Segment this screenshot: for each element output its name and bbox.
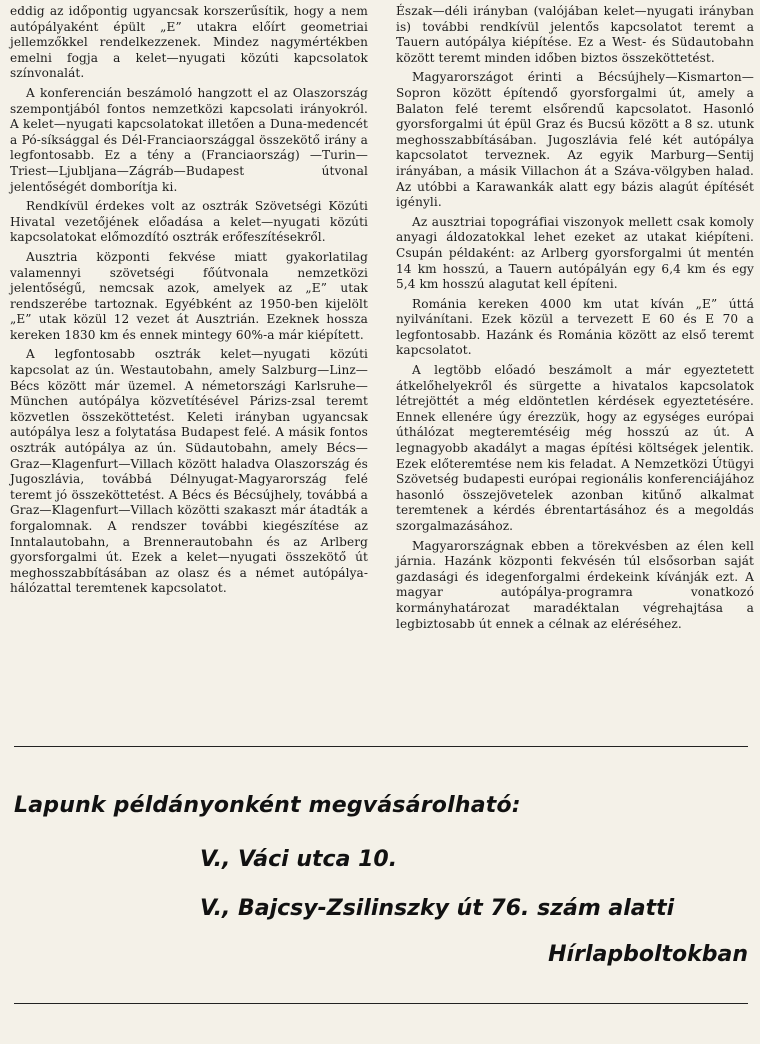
- left-article-column: [10, 4, 368, 601]
- bottom-divider-rule: [14, 1003, 748, 1004]
- article-paragraph: Magyarországnak ebben a törekvésben az élen kell járnia. Hazánk központi fekvésén túl elsősorban saját gazdasági és idegenforgalmi érdekeink kívánják ezt. A magyar autópálya-programra vonatkozó kormányhatározat maradéktalan végrehajtása a legbiztosabb út ennek a célnak az eléréséhez.: [396, 538, 754, 631]
- notice-heading: Lapunk példányonként megvásárolható:: [14, 793, 521, 818]
- notice-address-1: V., Váci utca 10.: [200, 847, 398, 872]
- article-paragraph: Rendkívül érdekes volt az osztrák Szövetségi Közúti Hivatal vezetőjének előadása a kelet—nyugati közúti kapcsolatokat előmozdító osztrák erőfeszítésekről.: [10, 199, 368, 245]
- notice-address-3: Hírlapboltokban: [548, 942, 748, 967]
- article-paragraph: Észak—déli irányban (valójában kelet—nyugati irányban is) további rendkívül jelentős kapcsolatot teremt a Tauern autópálya kiépítése. Ez a West- és Südautobahn között teremt minden időben biztos összeköttetést.: [396, 4, 754, 65]
- top-divider-rule: [14, 746, 748, 747]
- article-paragraph: A legtöbb előadó beszámolt a már egyeztetett átkelőhelyekről és sürgette a hivatalos kapcsolatok létrejöttét a még eldöntetlen kérdések egyeztetésére. Ennek ellenére úgy érezzük, hogy az egységes európai úthálózat megteremtéséig még hosszú az út. A legnagyobb akadályt a magas építési költségek jelentik. Ezek előteremtése nem kis feladat. A Nemzetközi Útügyi Szövetség budapesti európai regionális konferenciájához hasonló összejövetelek azonban kitűnő alkalmat teremtenek a kérdés ébrentartásához és a megoldás szorgalmazásához.: [396, 363, 754, 533]
- article-paragraph: Az ausztriai topográfiai viszonyok mellett csak komoly anyagi áldozatokkal lehet ezeket az utakat kiépíteni. Csupán példaként: az Arlberg gyorsforgalmi út mentén 14 km hosszú, a Tauern autópályán egy 6,4 km és egy 5,4 km hosszú alagutat kell építeni.: [396, 214, 754, 292]
- article-paragraph: Ausztria központi fekvése miatt gyakorlatilag valamennyi szövetségi főútvonala nemzetközi jelentőségű, nemcsak azok, amelyek az „E” utak rendszerébe tartoznak. Egyébként az 1950-ben kijelölt „E” utak közül 12 vezet át Ausztrián. Ezeknek hossza kereken 1830 km és ennek mintegy 60%-a már kiépített.: [10, 249, 368, 342]
- article-paragraph: Magyarországot érinti a Bécsújhely—Kismarton—Sopron között építendő gyorsforgalmi út, amely a Balaton felé teremt elsőrendű kapcsolatot. Hasonló gyorsforgalmi út épül Graz és Bucsú között a 8 sz. utunk meghosszabbításában. Jugoszlávia felé két autópálya kapcsolatot terveznek. Az egyik Marburg—Sentij irányában, a másik Villachon át a Száva-völgyben halad. Az utóbbi a Karawankák alatt egy bázis alagút építését igényli.: [396, 70, 754, 210]
- article-paragraph: A konferencián beszámoló hangzott el az Olaszország szempontjából fontos nemzetközi kapcsolati irányokról. A kelet—nyugati kapcsolatokat illetően a Duna-medencét a Pó-síksággal és Dél-Franciaországgal összekötő irány a legfontosabb. Ez a tény a (Franciaország) —Turin—Triest—Ljubljana—Zágráb—Budapest útvonal jelentőségét domborítja ki.: [10, 85, 368, 194]
- article-paragraph: A legfontosabb osztrák kelet—nyugati közúti kapcsolat az ún. Westautobahn, amely Salzburg—Linz—Bécs között már üzemel. A németországi Karlsruhe—München autópálya közvetítésével Párizs-zsal teremt közvetlen összeköttetést. Keleti irányban ugyancsak autópálya lesz a folytatása Budapest felé. A másik fontos osztrák autópálya az ún. Südautobahn, amely Bécs—Graz—Klagenfurt—Villach között haladva Olaszország és Jugoszlávia, továbbá Délnyugat-Magyarország felé teremt jó összeköttetést. A Bécs és Bécsújhely, továbbá a Graz—Klagenfurt—Villach közötti szakaszt már átadták a forgalomnak. A rendszer további kiegészítése az Inntalautobahn, a Brennerautobahn és az Arlberg gyorsforgalmi út. Ezek a kelet—nyugati összekötő út meghosszabbításában az olasz és a német autópálya-hálózattal teremtenek kapcsolatot.: [10, 347, 368, 596]
- right-article-column: [396, 4, 754, 636]
- article-paragraph: eddig az időpontig ugyancsak korszerűsítik, hogy a nem autópályaként épült „E” utakra előírt geometriai jellemzőkkel rendelkezzenek. Mindez nagymértékben emelni fogja a kelet—nyugati közúti kapcsolatok színvonalát.: [10, 4, 368, 81]
- notice-address-2: V., Bajcsy-Zsilinszky út 76. szám alatti: [200, 896, 675, 921]
- article-paragraph: Románia kereken 4000 km utat kíván „E” úttá nyilvánítani. Ezek közül a tervezett E 60 és E 70 a legfontosabb. Hazánk és Románia között az első teremt kapcsolatot.: [396, 296, 754, 358]
